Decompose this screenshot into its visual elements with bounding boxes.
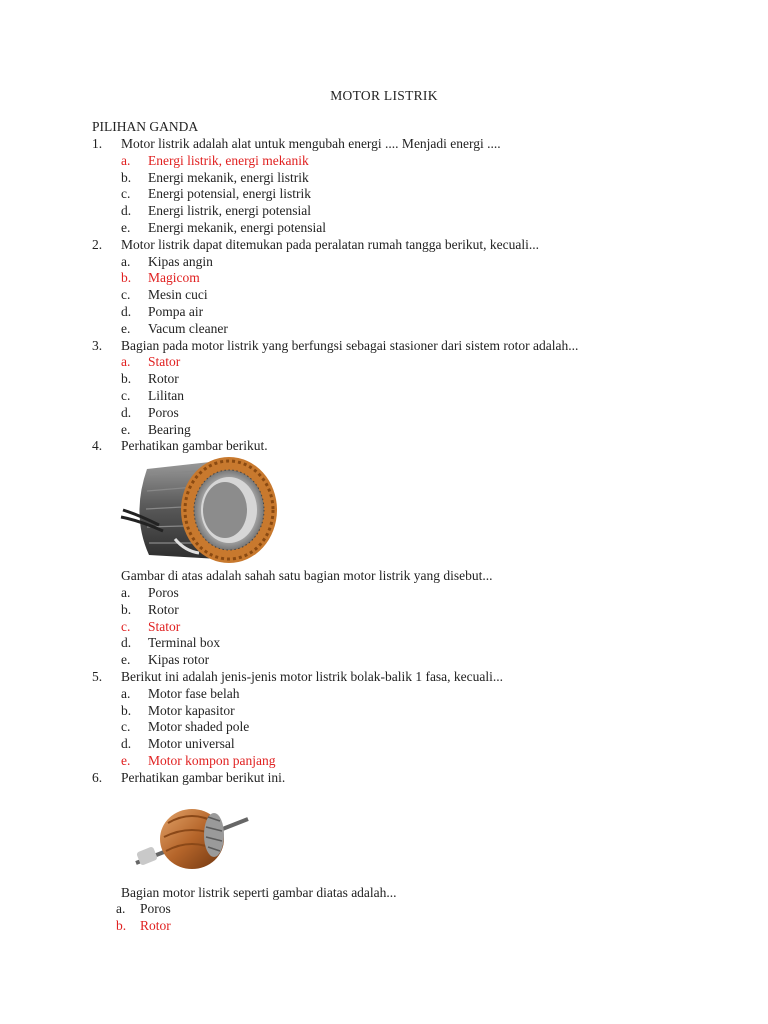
option-letter: a. bbox=[121, 354, 131, 370]
option-text: Rotor bbox=[140, 918, 171, 934]
question-text: Bagian motor listrik seperti gambar diatas adalah... bbox=[121, 884, 397, 900]
option-4e bbox=[92, 652, 712, 669]
option-4d bbox=[92, 635, 712, 652]
option-text: Motor kapasitor bbox=[148, 702, 235, 718]
option-text: Vacum cleaner bbox=[148, 320, 228, 336]
option-3c bbox=[92, 388, 712, 405]
option-letter: d. bbox=[121, 203, 132, 219]
option-letter: a. bbox=[121, 584, 131, 600]
option-4b bbox=[92, 602, 712, 619]
option-1d bbox=[92, 203, 712, 220]
option-text: Rotor bbox=[148, 371, 179, 387]
option-text: Poros bbox=[140, 901, 171, 917]
section-heading: PILIHAN GANDA bbox=[92, 119, 199, 134]
question-6-prompt bbox=[92, 885, 712, 902]
rotor-photo bbox=[92, 787, 712, 885]
question-number: 2. bbox=[92, 236, 103, 252]
option-2b bbox=[92, 270, 712, 287]
question-1 bbox=[92, 136, 712, 153]
option-text: Energi potensial, energi listrik bbox=[148, 186, 311, 202]
question-text: Perhatikan gambar berikut. bbox=[121, 438, 268, 454]
option-letter: b. bbox=[121, 601, 132, 617]
option-letter: e. bbox=[121, 320, 131, 336]
option-letter: d. bbox=[121, 404, 132, 420]
option-text: Motor shaded pole bbox=[148, 719, 250, 735]
option-3e bbox=[92, 422, 712, 439]
option-letter: b. bbox=[121, 371, 132, 387]
question-6 bbox=[92, 770, 712, 787]
question-text: Bagian pada motor listrik yang berfungsi sebagai stasioner dari sistem rotor adalah... bbox=[121, 337, 579, 353]
option-3d bbox=[92, 405, 712, 422]
option-4c bbox=[92, 619, 712, 636]
option-1e bbox=[92, 220, 712, 237]
option-text: Energi mekanik, energi listrik bbox=[148, 169, 309, 185]
option-2a bbox=[92, 254, 712, 271]
option-letter: e. bbox=[121, 421, 131, 437]
option-letter: c. bbox=[121, 719, 131, 735]
option-text: Bearing bbox=[148, 421, 191, 437]
page-title: MOTOR LISTRIK bbox=[330, 88, 438, 103]
option-letter: d. bbox=[121, 635, 132, 651]
option-text: Kipas angin bbox=[148, 253, 213, 269]
stator-photo bbox=[92, 455, 712, 568]
option-text: Motor universal bbox=[148, 736, 235, 752]
option-5c bbox=[92, 719, 712, 736]
option-text: Lilitan bbox=[148, 387, 184, 403]
question-number: 6. bbox=[92, 769, 103, 785]
option-letter: a. bbox=[121, 253, 131, 269]
option-1c bbox=[92, 186, 712, 203]
question-number: 1. bbox=[92, 136, 103, 151]
option-1a bbox=[92, 153, 712, 170]
question-text: Berikut ini adalah jenis-jenis motor listrik bolak-balik 1 fasa, kecuali... bbox=[121, 668, 504, 684]
question-3 bbox=[92, 338, 712, 355]
question-text: Motor listrik dapat ditemukan pada peralatan rumah tangga berikut, kecuali... bbox=[121, 236, 539, 252]
question-list bbox=[92, 136, 712, 935]
option-letter: c. bbox=[121, 618, 131, 634]
option-letter: c. bbox=[121, 387, 131, 403]
option-5e bbox=[92, 753, 712, 770]
option-3a bbox=[92, 354, 712, 371]
option-2e bbox=[92, 321, 712, 338]
question-2 bbox=[92, 237, 712, 254]
option-letter: e. bbox=[121, 652, 131, 668]
option-text: Stator bbox=[148, 354, 181, 370]
question-4-prompt bbox=[92, 568, 712, 585]
option-letter: e. bbox=[121, 219, 131, 235]
option-4a bbox=[92, 585, 712, 602]
option-letter: a. bbox=[116, 901, 126, 917]
option-text: Rotor bbox=[148, 601, 179, 617]
option-letter: a. bbox=[121, 152, 131, 168]
option-letter: b. bbox=[116, 918, 127, 934]
option-letter: c. bbox=[121, 287, 131, 303]
option-6a bbox=[92, 901, 712, 918]
question-4 bbox=[92, 438, 712, 455]
option-letter: b. bbox=[121, 702, 132, 718]
question-number: 5. bbox=[92, 668, 103, 684]
option-text: Motor kompon panjang bbox=[148, 752, 276, 768]
option-text: Pompa air bbox=[148, 303, 204, 319]
question-text: Perhatikan gambar berikut ini. bbox=[121, 769, 286, 785]
option-text: Motor fase belah bbox=[148, 685, 240, 701]
option-letter: d. bbox=[121, 736, 132, 752]
option-6b bbox=[92, 918, 712, 935]
option-text: Energi listrik, energi mekanik bbox=[148, 152, 309, 168]
option-letter: b. bbox=[121, 169, 132, 185]
option-2d bbox=[92, 304, 712, 321]
option-text: Terminal box bbox=[148, 635, 221, 651]
option-5b bbox=[92, 703, 712, 720]
option-text: Mesin cuci bbox=[148, 287, 208, 303]
option-letter: d. bbox=[121, 303, 132, 319]
option-letter: b. bbox=[121, 270, 132, 286]
option-text: Poros bbox=[148, 404, 179, 420]
option-5a bbox=[92, 686, 712, 703]
option-text: Poros bbox=[148, 584, 179, 600]
question-text: Gambar di atas adalah sahah satu bagian motor listrik yang disebut... bbox=[121, 568, 493, 584]
option-letter: c. bbox=[121, 186, 131, 202]
option-1b bbox=[92, 170, 712, 187]
question-number: 4. bbox=[92, 438, 103, 454]
option-text: Energi mekanik, energi potensial bbox=[148, 219, 326, 235]
question-number: 3. bbox=[92, 337, 103, 353]
option-text: Magicom bbox=[148, 270, 200, 286]
option-text: Kipas rotor bbox=[148, 652, 210, 668]
question-text: Motor listrik adalah alat untuk mengubah energi .... Menjadi energi .... bbox=[121, 136, 501, 151]
option-3b bbox=[92, 371, 712, 388]
option-5d bbox=[92, 736, 712, 753]
option-2c bbox=[92, 287, 712, 304]
option-text: Energi listrik, energi potensial bbox=[148, 203, 311, 219]
question-5 bbox=[92, 669, 712, 686]
option-letter: e. bbox=[121, 752, 131, 768]
option-letter: a. bbox=[121, 685, 131, 701]
option-text: Stator bbox=[148, 618, 181, 634]
